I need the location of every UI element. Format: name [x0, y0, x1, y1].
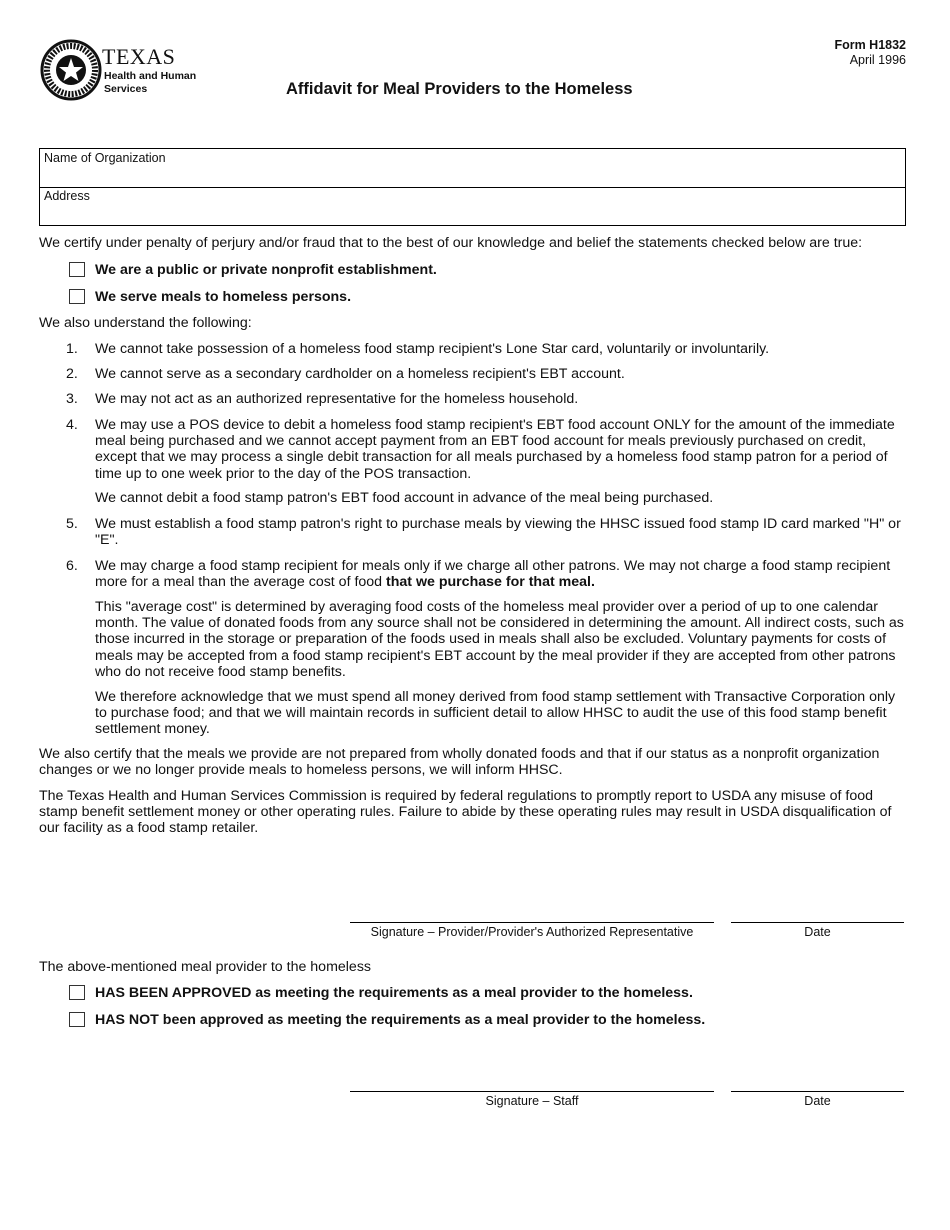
logo-text-agency: Health and Human Services	[104, 70, 197, 95]
list-item: We may charge a food stamp recipient for meals only if we charge all other patrons. We may not charge a food stamp recipient more for a meal than the average cost of food that we purchase for that meal.	[95, 558, 891, 591]
list-item: We cannot take possession of a homeless food stamp recipient's Lone Star card, voluntarily or involuntarily.	[95, 341, 770, 357]
list-item: We cannot serve as a secondary cardholder on a homeless recipient's EBT account.	[95, 366, 625, 382]
list-item-note: This "average cost" is determined by averaging food costs of the homeless meal provider over a period of up to one calendar month. The value of donated foods from any source shall not be considered in determining the amount. All indirect costs, such as those incurred in the storage or preparation of the foods used in meals shall also be excluded. Voluntary payments for costs of meals may be accepted from a food stamp recipient's EBT account by the meal provider if they are accepted from other patrons who do not receive food stamp benefits.	[95, 599, 904, 680]
list-item-note: We cannot debit a food stamp patron's EBT food account in advance of the meal being purchased.	[95, 490, 714, 506]
form-number: Form H1832	[834, 38, 906, 52]
list-item-number: 1.	[66, 341, 78, 357]
list-item: We may not act as an authorized representative for the homeless household.	[95, 391, 579, 407]
commission-paragraph: The Texas Health and Human Services Commission is required by federal regulations to promptly report to USDA any misuse of food stamp benefit settlement money or other operating rules. Failure to abide by these operating rules may result in USDA disqualification of our facility as a food stamp retailer.	[39, 788, 892, 837]
not-approved-statement: HAS NOT been approved as meeting the requirements as a meal provider to the homeless.	[95, 1012, 706, 1028]
provider-date-line[interactable]	[731, 922, 904, 923]
not-approved-checkbox[interactable]	[69, 1012, 85, 1027]
list-item-number: 2.	[66, 366, 78, 382]
texas-hhs-logo	[40, 39, 102, 101]
list-item: We may use a POS device to debit a homeless food stamp recipient's EBT food account ONLY for the amount of the immediate meal being purchased and we cannot accept payment from an EBT food account for meals previously purchased on credit, except that we may process a single debit transaction for all meals purchased by a homeless food stamp patron for a period of time up to one week prior to the day of the POS transaction.	[95, 417, 895, 482]
staff-signature-caption: Signature – Staff	[485, 1094, 579, 1108]
provider-signature-caption: Signature – Provider/Provider's Authorized Representative	[370, 925, 694, 939]
approval-intro: The above-mentioned meal provider to the homeless	[39, 959, 372, 975]
list-item-number: 4.	[66, 417, 78, 433]
address-field[interactable]	[40, 187, 905, 225]
organization-name-field[interactable]	[40, 149, 905, 188]
staff-date-line[interactable]	[731, 1091, 904, 1092]
list-item-number: 3.	[66, 391, 78, 407]
page-title: Affidavit for Meal Providers to the Homeless	[286, 80, 633, 98]
serve-homeless-statement: We serve meals to homeless persons.	[95, 289, 352, 305]
approved-checkbox[interactable]	[69, 985, 85, 1000]
staff-signature-line[interactable]	[350, 1091, 714, 1092]
list-item: We must establish a food stamp patron's right to purchase meals by viewing the HHSC issued food stamp ID card marked "H" or "E".	[95, 516, 901, 549]
understand-intro: We also understand the following:	[39, 315, 252, 331]
list-item-note: We therefore acknowledge that we must spend all money derived from food stamp settlement with Transactive Corporation only to purchase food; and that we will maintain records in sufficient detail to allow HHSC to audit the use of this food stamp benefit settlement money.	[95, 689, 896, 738]
serve-homeless-checkbox[interactable]	[69, 289, 85, 304]
organization-name-label: Name of Organization	[44, 151, 166, 165]
nonprofit-statement: We are a public or private nonprofit establishment.	[95, 262, 437, 278]
nonprofit-checkbox[interactable]	[69, 262, 85, 277]
provider-signature-line[interactable]	[350, 922, 714, 923]
provider-date-caption: Date	[804, 925, 831, 939]
list-item-number: 5.	[66, 516, 78, 532]
address-label: Address	[44, 189, 90, 203]
organization-info-box	[39, 148, 906, 226]
certify-intro: We certify under penalty of perjury and/or fraud that to the best of our knowledge and belief the statements checked below are true:	[39, 235, 863, 251]
form-date: April 1996	[849, 53, 906, 67]
list-item-number: 6.	[66, 558, 78, 574]
logo-text-texas: TEXAS	[102, 44, 176, 69]
staff-date-caption: Date	[804, 1094, 831, 1108]
form-number-block	[834, 38, 906, 68]
also-certify-paragraph: We also certify that the meals we provide are not prepared from wholly donated foods and that if our status as a nonprofit organization changes or we no longer provide meals to homeless persons, we will inform HHSC.	[39, 746, 880, 779]
approved-statement: HAS BEEN APPROVED as meeting the requirements as a meal provider to the homeless.	[95, 985, 693, 1001]
